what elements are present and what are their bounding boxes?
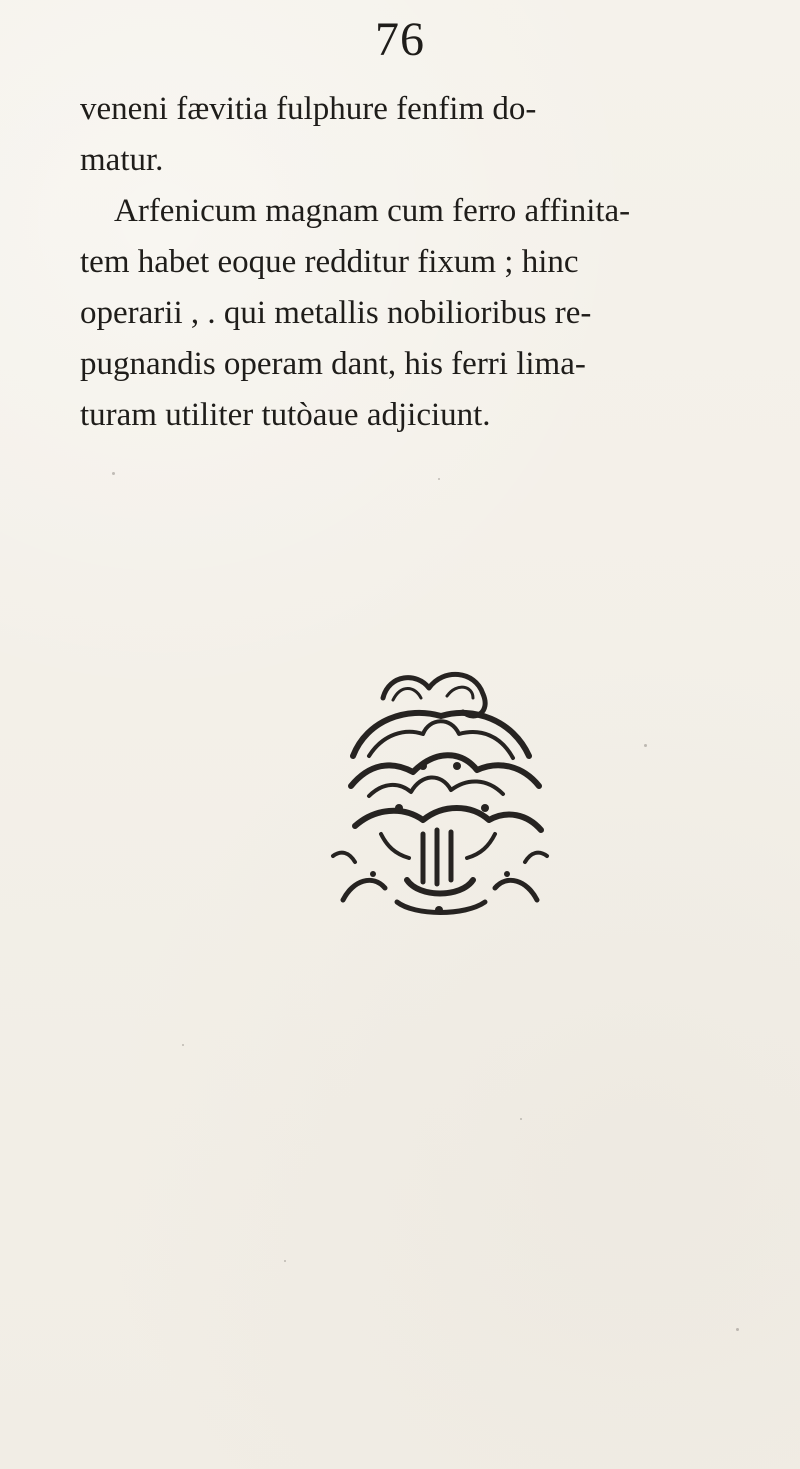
- paper-speck: [644, 744, 647, 747]
- paper-speck: [736, 1328, 739, 1331]
- paper-speck: [520, 1118, 522, 1120]
- paper-speck: [112, 472, 115, 475]
- body-text: [80, 84, 730, 441]
- paper-speck: [284, 1260, 286, 1262]
- text-line: matur.: [80, 142, 164, 178]
- text-line: pugnandis operam dant, his ferri lima-: [80, 346, 586, 382]
- text-line: turam utiliter tutòaue adjiciunt.: [80, 397, 491, 433]
- text-line: tem habet eoque redditur fixum ; hinc: [80, 244, 579, 280]
- decorative-tailpiece-icon: [325, 664, 555, 934]
- text-line: veneni fævitia fulphure fenfim do-: [80, 91, 537, 127]
- text-line: operarii , . qui metallis nobilioribus re-: [80, 295, 592, 331]
- page-number: 76: [375, 13, 425, 66]
- text-line: Arfenicum magnam cum ferro affinita-: [114, 193, 631, 229]
- paper-speck: [182, 1044, 184, 1046]
- paper-speck: [438, 478, 440, 480]
